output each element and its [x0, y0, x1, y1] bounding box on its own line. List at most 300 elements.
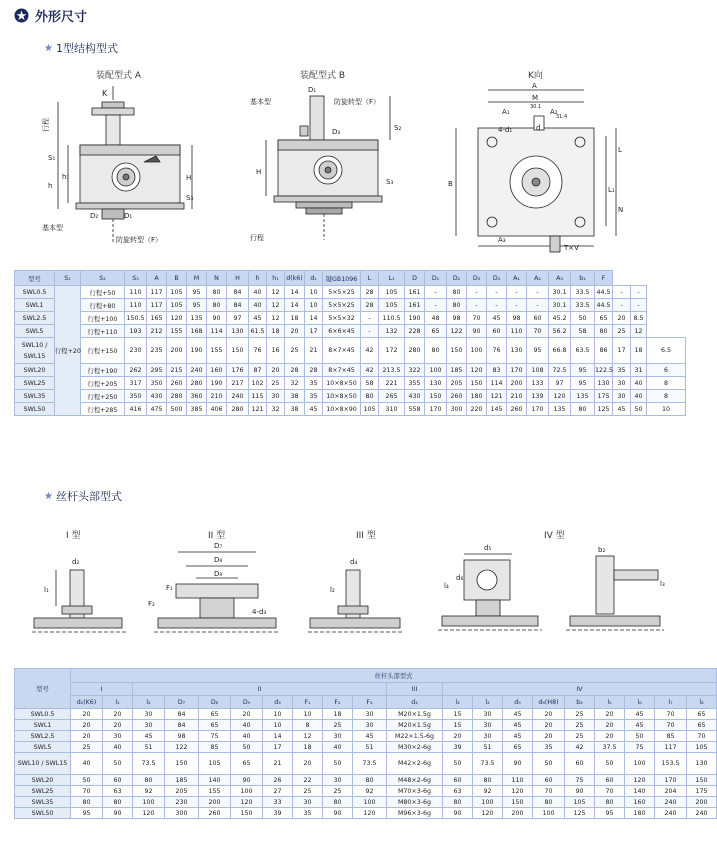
value-cell: 110.5 — [379, 312, 405, 325]
value-cell: 32 — [285, 377, 305, 390]
value-cell: 105 — [565, 797, 595, 808]
group-header: 丝杆头部型式 — [71, 669, 717, 683]
table-row — [15, 808, 717, 819]
value-cell: 5×5×25 — [323, 286, 361, 299]
value-cell: 75 — [565, 775, 595, 786]
value-cell: 150 — [687, 775, 717, 786]
label-314: 31.4 — [556, 114, 568, 120]
value-cell: 114 — [207, 325, 227, 338]
value-cell: 45.2 — [549, 312, 571, 325]
value-cell: 30.1 — [549, 286, 571, 299]
value-cell: 240 — [655, 797, 687, 808]
label-301: 30.1 — [530, 104, 542, 110]
model-cell: SWL0.5 — [15, 286, 55, 299]
value-cell: 210 — [207, 390, 227, 403]
value-cell: 33 — [263, 797, 293, 808]
column-header: l₅ — [595, 696, 625, 709]
value-cell: 200 — [503, 808, 533, 819]
value-cell: 145 — [487, 403, 507, 416]
value-cell: 51 — [353, 742, 387, 753]
column-header: F₃ — [353, 696, 387, 709]
value-cell: - — [487, 299, 507, 312]
column-header: A — [147, 271, 167, 286]
value-cell: 20 — [285, 325, 305, 338]
value-cell: 35 — [305, 377, 323, 390]
value-cell: 8 — [647, 377, 686, 390]
value-cell: 120 — [467, 364, 487, 377]
value-cell: 行程+205 — [81, 377, 125, 390]
value-cell: 130 — [425, 377, 447, 390]
value-cell: 350 — [147, 377, 167, 390]
column-header: S₁ — [55, 271, 81, 286]
model-cell: SWL10 / SWL15 — [15, 753, 71, 775]
value-cell: 行程+190 — [81, 364, 125, 377]
value-cell: 80 — [595, 325, 613, 338]
value-cell: 20 — [71, 709, 103, 720]
value-cell: 295 — [147, 364, 167, 377]
value-cell: 135 — [549, 403, 571, 416]
value-cell: 42 — [565, 742, 595, 753]
drawing-type-2 — [140, 540, 290, 650]
value-cell: 260 — [167, 377, 187, 390]
value-cell: 42 — [361, 364, 379, 377]
value-cell: 110 — [125, 286, 147, 299]
value-cell: 35 — [613, 364, 631, 377]
value-cell: 10 — [305, 286, 323, 299]
value-cell: 95 — [571, 364, 595, 377]
drawing-type-4b — [560, 540, 680, 650]
value-cell: 17 — [263, 742, 293, 753]
value-cell: 38 — [285, 390, 305, 403]
value-cell: 80 — [447, 299, 467, 312]
table-type-header-row — [15, 683, 717, 696]
value-cell: 97 — [227, 312, 249, 325]
value-cell: 25 — [267, 377, 285, 390]
value-cell: 87 — [249, 364, 267, 377]
value-cell: 193 — [125, 325, 147, 338]
value-cell: 65 — [687, 709, 717, 720]
value-cell: 70 — [655, 720, 687, 731]
table-row — [15, 390, 686, 403]
value-cell: 155 — [167, 325, 187, 338]
value-cell: 60 — [595, 775, 625, 786]
model-cell: SWL0.5 — [15, 709, 71, 720]
label-l2: l₂ — [330, 586, 335, 594]
value-cell: 45 — [353, 731, 387, 742]
value-cell: 60 — [443, 775, 473, 786]
value-cell: 240 — [655, 808, 687, 819]
svg-text:A₂: A₂ — [550, 108, 558, 116]
value-cell: 84 — [165, 720, 199, 731]
value-cell: 30 — [353, 720, 387, 731]
value-cell: 20 — [103, 720, 133, 731]
value-cell: 105 — [199, 753, 231, 775]
part1-title: 1型结构型式 — [55, 42, 118, 55]
value-cell: 65 — [199, 709, 231, 720]
column-header: D₁ — [425, 271, 447, 286]
value-cell: 行程+100 — [81, 312, 125, 325]
value-cell: 120 — [353, 808, 387, 819]
table-row — [15, 731, 717, 742]
value-cell: 168 — [187, 325, 207, 338]
value-cell: 260 — [507, 403, 527, 416]
value-cell: 65 — [595, 312, 613, 325]
svg-text:D₂: D₂ — [90, 212, 99, 220]
value-cell: 8.5 — [631, 312, 647, 325]
value-cell: 63.5 — [571, 338, 595, 364]
value-cell: 60 — [565, 753, 595, 775]
column-header: D — [405, 271, 425, 286]
label-tv: T×V — [564, 244, 579, 252]
value-cell: 114 — [487, 377, 507, 390]
value-cell: 20 — [231, 709, 263, 720]
value-cell: 20 — [613, 312, 631, 325]
value-cell: - — [467, 286, 487, 299]
label-d: d — [536, 124, 541, 132]
value-cell: 45 — [503, 731, 533, 742]
table-row — [15, 709, 717, 720]
column-header: l₈ — [687, 696, 717, 709]
value-cell: 12 — [631, 325, 647, 338]
value-cell: 8 — [647, 390, 686, 403]
value-cell: 行程+150 — [81, 338, 125, 364]
value-cell: - — [507, 286, 527, 299]
svg-text:h: h — [48, 182, 53, 190]
value-cell: 25 — [285, 338, 305, 364]
value-cell: 27 — [263, 786, 293, 797]
value-cell: 37.5 — [595, 742, 625, 753]
gear-circle-icon — [14, 8, 29, 23]
value-cell: 75 — [199, 731, 231, 742]
value-cell: 90 — [443, 808, 473, 819]
value-cell: 262 — [125, 364, 147, 377]
value-cell: 10 — [263, 709, 293, 720]
value-cell: 355 — [405, 377, 425, 390]
table-row — [15, 797, 717, 808]
value-cell: 240 — [187, 364, 207, 377]
value-cell: 25 — [71, 742, 103, 753]
spec-table-2 — [14, 668, 717, 819]
value-cell: 50 — [631, 403, 647, 416]
column-header: 型号 — [15, 271, 55, 286]
value-cell: 80 — [71, 797, 103, 808]
value-cell: 76 — [487, 338, 507, 364]
value-cell: 150 — [425, 390, 447, 403]
column-header: d(k6) — [285, 271, 305, 286]
value-cell: 14 — [263, 731, 293, 742]
value-cell: 26 — [263, 775, 293, 786]
type-header: I — [71, 683, 133, 696]
column-header: D₇ — [165, 696, 199, 709]
value-cell: 70 — [595, 786, 625, 797]
value-cell: 160 — [625, 797, 655, 808]
svg-text:N: N — [618, 206, 624, 214]
value-cell: 150.5 — [125, 312, 147, 325]
value-cell: - — [631, 286, 647, 299]
value-cell: 150 — [231, 808, 263, 819]
value-cell: 30.1 — [549, 299, 571, 312]
value-cell: 10×8×50 — [323, 390, 361, 403]
value-cell: 150 — [165, 753, 199, 775]
value-cell: 117 — [147, 299, 167, 312]
value-cell: 100 — [625, 753, 655, 775]
value-cell: 120 — [473, 808, 503, 819]
model-cell: SWL20 — [15, 364, 55, 377]
value-cell: 280 — [167, 390, 187, 403]
value-cell: - — [487, 286, 507, 299]
value-cell: 70 — [687, 731, 717, 742]
value-cell: 75 — [625, 742, 655, 753]
value-cell: 221 — [379, 377, 405, 390]
value-cell: 84 — [165, 709, 199, 720]
label-fangxuan-b: 防旋转型（F） — [334, 98, 381, 106]
value-cell: 115 — [249, 390, 267, 403]
value-cell: - — [527, 286, 549, 299]
value-cell: 170 — [527, 403, 549, 416]
value-cell: - — [527, 299, 549, 312]
value-cell: 14 — [285, 286, 305, 299]
svg-text:A₁: A₁ — [502, 108, 510, 116]
table-row — [15, 364, 686, 377]
value-cell: 80 — [533, 797, 565, 808]
part2-title: 丝杆头部型式 — [55, 490, 122, 503]
value-cell: 205 — [165, 786, 199, 797]
value-cell: 40 — [323, 742, 353, 753]
value-cell: 130 — [687, 753, 717, 775]
value-cell: 10×8×90 — [323, 403, 361, 416]
drawing-assembly-a — [40, 82, 200, 252]
value-cell: 170 — [655, 775, 687, 786]
model-cell: SWL2.5 — [15, 731, 71, 742]
model-cell: SWL25 — [15, 377, 55, 390]
column-header: N — [207, 271, 227, 286]
value-cell: 228 — [405, 325, 425, 338]
value-cell: 66.8 — [549, 338, 571, 364]
value-cell: 161 — [405, 286, 425, 299]
value-cell: 133 — [527, 377, 549, 390]
value-cell: 16 — [267, 338, 285, 364]
value-cell: 230 — [165, 797, 199, 808]
value-cell: 30 — [133, 709, 165, 720]
value-cell: 20 — [533, 709, 565, 720]
value-cell: 72.5 — [549, 364, 571, 377]
value-cell: 190 — [207, 377, 227, 390]
value-cell: 125 — [595, 403, 613, 416]
svg-text:A: A — [532, 82, 537, 90]
model-cell: SWL10 / SWL15 — [15, 338, 55, 364]
type-header: IV — [443, 683, 717, 696]
table-row — [15, 403, 686, 416]
value-cell: M80×3-6g — [387, 797, 443, 808]
column-header: b₁ — [571, 271, 595, 286]
value-cell: 73.5 — [353, 753, 387, 775]
table-header-row — [15, 271, 686, 286]
value-cell: 213.5 — [379, 364, 405, 377]
merged-s1-cell: 行程+20 — [55, 286, 81, 416]
column-header: S₂ — [81, 271, 125, 286]
value-cell: 40 — [231, 720, 263, 731]
value-cell: 120 — [133, 808, 165, 819]
table-row — [15, 786, 717, 797]
value-cell: 310 — [379, 403, 405, 416]
value-cell: 45 — [503, 709, 533, 720]
svg-text:H: H — [256, 168, 262, 176]
value-cell: 558 — [405, 403, 425, 416]
value-cell: 61.5 — [249, 325, 267, 338]
value-cell: 30 — [323, 731, 353, 742]
value-cell: 240 — [227, 390, 249, 403]
table-header-row — [15, 696, 717, 709]
part1-title-row — [44, 40, 118, 56]
value-cell: 35 — [293, 808, 323, 819]
value-cell: 70 — [533, 786, 565, 797]
value-cell: 65 — [231, 753, 263, 775]
value-cell: 205 — [447, 377, 467, 390]
value-cell: 121 — [249, 403, 267, 416]
value-cell: 18 — [285, 312, 305, 325]
value-cell: 165 — [147, 312, 167, 325]
value-cell: 180 — [467, 390, 487, 403]
value-cell: 18 — [631, 338, 647, 364]
value-cell: 100 — [533, 808, 565, 819]
value-cell: 8×7×45 — [323, 364, 361, 377]
value-cell: M20×1.5g — [387, 709, 443, 720]
star-bullet-icon: ★ — [44, 490, 53, 502]
value-cell: 17 — [613, 338, 631, 364]
value-cell: 行程+80 — [81, 299, 125, 312]
svg-text:h₁: h₁ — [62, 173, 70, 181]
value-cell: 385 — [187, 403, 207, 416]
value-cell: 20 — [595, 720, 625, 731]
value-cell: 98 — [165, 731, 199, 742]
value-cell: 161 — [405, 299, 425, 312]
value-cell: 60 — [487, 325, 507, 338]
column-header: l₂ — [133, 696, 165, 709]
value-cell: 90 — [103, 808, 133, 819]
value-cell: 33.5 — [571, 299, 595, 312]
label-d5: d₅ — [484, 544, 492, 552]
value-cell: 80 — [447, 286, 467, 299]
value-cell: 40 — [231, 731, 263, 742]
value-cell: 12 — [293, 731, 323, 742]
value-cell: 5×5×32 — [323, 312, 361, 325]
value-cell: 45 — [503, 720, 533, 731]
value-cell: 85 — [655, 731, 687, 742]
column-header: d₆(H8) — [533, 696, 565, 709]
label-F1: F₁ — [166, 584, 173, 592]
value-cell: 30 — [103, 731, 133, 742]
value-cell: 84 — [227, 299, 249, 312]
value-cell: 360 — [187, 390, 207, 403]
value-cell: 83 — [487, 364, 507, 377]
value-cell: 322 — [405, 364, 425, 377]
drawing-type-3 — [300, 548, 410, 648]
value-cell: 95 — [595, 808, 625, 819]
value-cell: 12 — [267, 299, 285, 312]
value-cell: 30 — [323, 775, 353, 786]
value-cell: 90 — [231, 775, 263, 786]
value-cell: 20 — [267, 364, 285, 377]
svg-text:L₁: L₁ — [608, 186, 615, 194]
column-header-model: 型号 — [15, 669, 71, 709]
table-row — [15, 753, 717, 775]
value-cell: 90 — [323, 808, 353, 819]
value-cell: M70×3-6g — [387, 786, 443, 797]
value-cell: 92 — [473, 786, 503, 797]
value-cell: M22×1.5-6g — [387, 731, 443, 742]
value-cell: 60 — [533, 775, 565, 786]
value-cell: - — [613, 286, 631, 299]
value-cell: 280 — [405, 338, 425, 364]
value-cell: 105 — [361, 403, 379, 416]
value-cell: 135 — [187, 312, 207, 325]
value-cell: M20×1.5g — [387, 720, 443, 731]
column-header: l₁ — [103, 696, 133, 709]
value-cell: 80 — [207, 299, 227, 312]
value-cell: 80 — [103, 797, 133, 808]
value-cell: 280 — [187, 377, 207, 390]
value-cell: 45 — [625, 709, 655, 720]
value-cell: 80 — [361, 390, 379, 403]
value-cell: 6 — [647, 364, 686, 377]
value-cell: 25 — [323, 786, 353, 797]
type-caption-1: I 型 — [66, 531, 81, 541]
value-cell: 6×6×45 — [323, 325, 361, 338]
column-header: d₂(K6) — [71, 696, 103, 709]
model-cell: SWL25 — [15, 786, 71, 797]
value-cell: 80 — [133, 775, 165, 786]
column-header: d₄ — [387, 696, 443, 709]
svg-text:S₃: S₃ — [186, 194, 194, 202]
value-cell: 280 — [227, 403, 249, 416]
value-cell: 95 — [187, 299, 207, 312]
label-d4: d₄ — [350, 558, 358, 566]
value-cell: 140 — [199, 775, 231, 786]
value-cell: 122 — [165, 742, 199, 753]
value-cell: - — [613, 299, 631, 312]
value-cell: - — [361, 325, 379, 338]
value-cell: 45 — [625, 720, 655, 731]
value-cell: 42 — [361, 338, 379, 364]
column-header: H — [227, 271, 249, 286]
value-cell: 185 — [447, 364, 467, 377]
value-cell: 70 — [655, 709, 687, 720]
value-cell: 180 — [625, 808, 655, 819]
value-cell: 150 — [467, 377, 487, 390]
drawing-type-1 — [26, 548, 136, 648]
value-cell: 121 — [487, 390, 507, 403]
value-cell: 100 — [231, 786, 263, 797]
value-cell: 行程+285 — [81, 403, 125, 416]
value-cell: 30 — [473, 731, 503, 742]
value-cell: 8×7×45 — [323, 338, 361, 364]
value-cell: 51 — [133, 742, 165, 753]
value-cell: 92 — [133, 786, 165, 797]
value-cell: 38 — [285, 403, 305, 416]
value-cell: 132 — [379, 325, 405, 338]
value-cell: 210 — [507, 390, 527, 403]
value-cell: 97 — [549, 377, 571, 390]
value-cell: 98 — [447, 312, 467, 325]
value-cell: 33.5 — [571, 286, 595, 299]
value-cell: 475 — [147, 403, 167, 416]
value-cell: 416 — [125, 403, 147, 416]
drawing-type-4a — [428, 540, 548, 650]
value-cell: 130 — [595, 377, 613, 390]
value-cell: 76 — [249, 338, 267, 364]
value-cell: 80 — [473, 775, 503, 786]
model-cell: SWL2.5 — [15, 312, 55, 325]
